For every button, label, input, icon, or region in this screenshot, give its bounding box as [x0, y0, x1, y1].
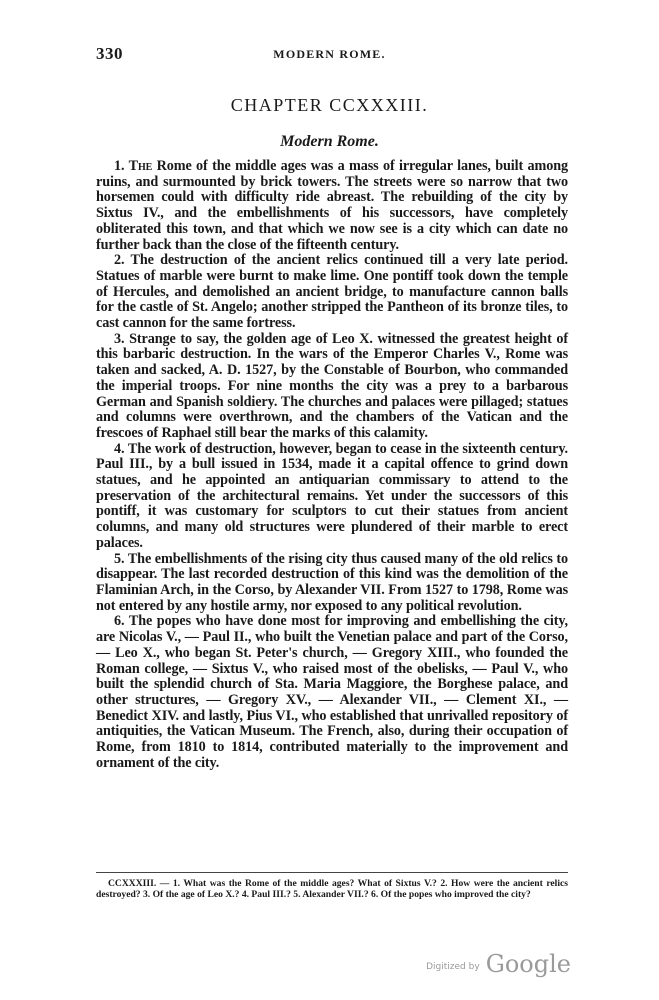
paragraph-5	[96, 552, 568, 615]
paragraph-lead: 5.	[114, 550, 125, 567]
paragraph-text: The popes who have done most for improving and embellishing the city, are Nicolas V., — Paul II., who built the Venetian palace and part of the Corso, — Leo X., who began St. Peter's church, — Gregory XIII., who founded the Roman college, — Sixtus V., who raised most of the obelisks, — Paul V., who built the splendid church of Sta. Maria Maggiore, the Borghese palace, and other structures, — Gregory XV., — Alexander VII., — Clement XI., — Benedict XIV. and lastly, Pius VI., who established that unrivalled repository of antiquities, the Vatican Museum. The French, also, during their occupation of Rome, from 1810 to 1814, contributed materially to the improvement and ornament of the city.	[96, 613, 568, 771]
paragraph-1	[96, 159, 568, 253]
digitized-watermark	[426, 950, 571, 978]
paragraph-4	[96, 442, 568, 552]
paragraph-6	[96, 614, 568, 771]
paragraph-text: The destruction of the ancient relics continued till a very late period. Statues of marble were burnt to make lime. One pontiff took down the temple of Hercules, and demolished an ancient bridge, to manufacture cannon balls for the castle of St. Angelo; another stripped the Pantheon of its bronze tiles, to cast cannon for the same fortress.	[96, 252, 568, 332]
paragraph-lead: 3.	[114, 330, 125, 347]
google-logo: Google	[485, 950, 571, 978]
paragraph-text: Rome of the middle ages was a mass of irregular lanes, built among ruins, and surmounted by brick towers. The streets were so narrow that two horsemen could with difficulty ride abreast. The rebuilding of the city by Sixtus IV., and the embellishments of his successors, have completely obliterated this town, and that which we now see is a city which can date no further back than the close of the fifteenth century.	[96, 158, 568, 253]
body-text	[96, 159, 568, 771]
running-head	[96, 44, 563, 66]
section-title: Modern Rome.	[280, 133, 379, 150]
paragraph-text: The work of destruction, however, began to cease in the sixteenth century. Paul III., by a bull issued in 1534, made it a capital offence to grind down statues, and he appointed an antiquarian commissary to attend to the preservation of the architectural remains. Yet under the successors of this pontiff, it was customary for sculptors to cut their statues from ancient columns, and many old structures were plundered of their marble to erect palaces.	[96, 440, 568, 551]
watermark-prefix: Digitized by	[426, 962, 480, 972]
paragraph-text: Strange to say, the golden age of Leo X. witnessed the greatest height of this barbaric destruction. In the wars of the Emperor Charles V., Rome was taken and sacked, A. D. 1527, by the Constable of Bourbon, who commanded the imperial troops. For nine months the city was a prey to a barbarous German and Spanish soldiery. The churches and palaces were pillaged; statues and columns were overthrown, and the chambers of the Vatican and the frescoes of Raphael still bear the marks of this calamity.	[96, 330, 568, 441]
paragraph-2	[96, 253, 568, 332]
paragraph-lead: 6.	[114, 613, 125, 630]
paragraph-lead: 4.	[114, 440, 125, 457]
paragraph-lead: 2.	[114, 252, 125, 269]
page-number: 330	[96, 44, 123, 63]
running-title: MODERN ROME.	[273, 47, 386, 61]
paragraph-lead: 1. The	[114, 158, 153, 174]
paragraph-3	[96, 332, 568, 442]
review-questions: CCXXXIII. — 1. What was the Rome of the middle ages? What of Sixtus V.? 2. How were the ancient relics destroyed? 3. Of the age of Leo X.? 4. Paul III.? 5. Alexander VII.? 6. Of the popes who improved the city?	[96, 878, 568, 900]
footnote-divider	[96, 872, 568, 873]
paragraph-text: The embellishments of the rising city thus caused many of the old relics to disappear. The last recorded destruction of this kind was the demolition of the Flaminian Arch, in the Corso, by Alexander VII. From 1527 to 1798, Rome was not entered by any hostile army, nor exposed to any political revolution.	[96, 550, 568, 614]
chapter-title: CHAPTER CCXXXIII.	[230, 95, 429, 115]
